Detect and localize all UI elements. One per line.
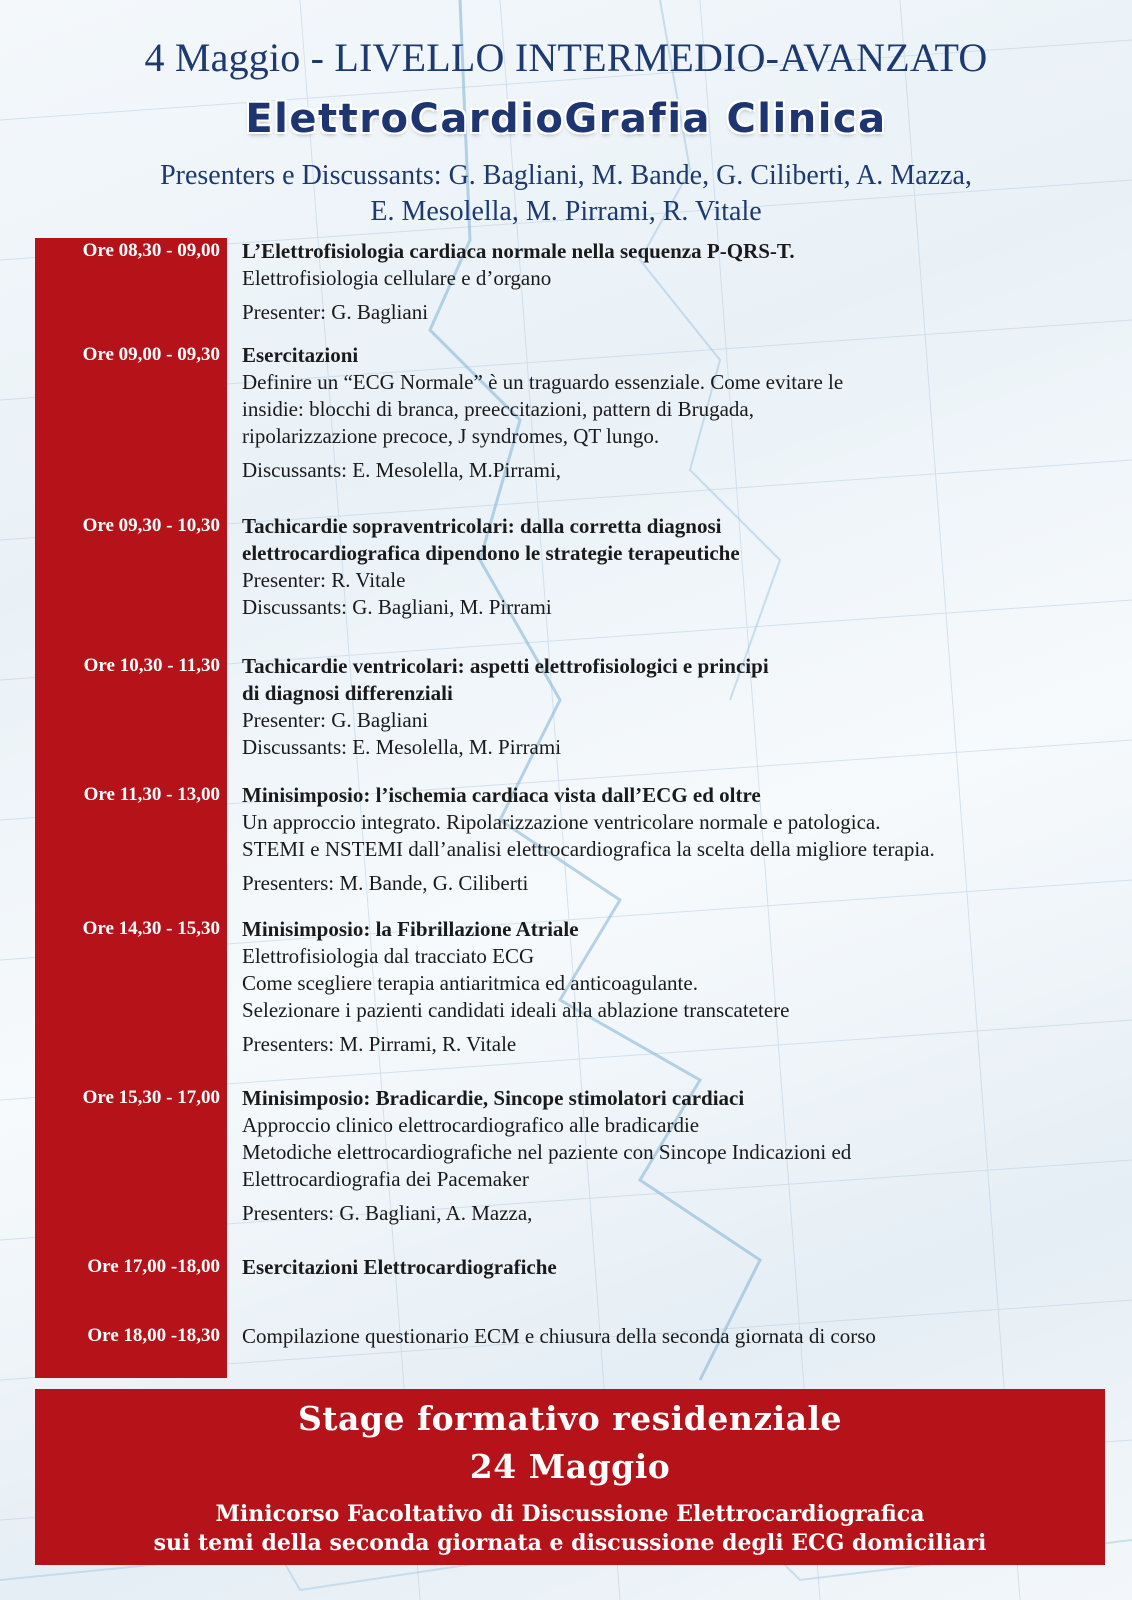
session-speakers: Discussants: E. Mesolella, M. Pirrami <box>242 735 562 759</box>
session-content <box>242 916 1122 1058</box>
session-description: Approccio clinico elettrocardiografico alle bradicardie <box>242 1113 700 1137</box>
session-speakers: Presenters: G. Bagliani, A. Mazza, <box>242 1201 533 1225</box>
session-description: STEMI e NSTEMI dall’analisi elettrocardiografica la scelta della migliore terapia. <box>242 837 935 861</box>
presenters-line: E. Mesolella, M. Pirrami, R. Vitale <box>370 196 762 227</box>
session-content <box>242 653 1122 761</box>
session-title: Minisimposio: l’ischemia cardiaca vista dall’ECG ed oltre <box>242 783 761 807</box>
session-description: Elettrocardiografia dei Pacemaker <box>242 1167 529 1191</box>
session-speakers: Presenter: R. Vitale <box>242 568 406 592</box>
session-description: Elettrofisiologia cellulare e d’organo <box>242 266 552 290</box>
session-content <box>242 1085 1122 1227</box>
session-title: Esercitazioni <box>242 343 359 367</box>
session-description: insidie: blocchi di branca, preeccitazioni, pattern di Brugada, <box>242 397 754 421</box>
session-speakers: Discussants: E. Mesolella, M.Pirrami, <box>242 458 562 482</box>
date-level-heading: 4 Maggio - LIVELLO INTERMEDIO-AVANZATO <box>144 35 988 80</box>
session-title: Minisimposio: la Fibrillazione Atriale <box>242 917 579 941</box>
session-time: Ore 09,30 - 10,30 <box>82 515 220 536</box>
session-time: Ore 14,30 - 15,30 <box>82 918 220 939</box>
session-description: Compilazione questionario ECM e chiusura della seconda giornata di corso <box>242 1324 876 1348</box>
session-speakers: Discussants: G. Bagliani, M. Pirrami <box>242 595 552 619</box>
session-description: Definire un “ECG Normale” è un traguardo essenziale. Come evitare le <box>242 370 844 394</box>
session-title: elettrocardiografica dipendono le strategie terapeutiche <box>242 541 740 565</box>
session-time: Ore 18,00 -18,30 <box>87 1325 220 1346</box>
session-content <box>242 782 1122 897</box>
session-speakers: Presenters: M. Bande, G. Ciliberti <box>242 871 529 895</box>
session-title: di diagnosi differenziali <box>242 681 453 705</box>
session-title: Esercitazioni Elettrocardiografiche <box>242 1255 557 1279</box>
session-content <box>242 1254 1122 1281</box>
session-title: Tachicardie ventricolari: aspetti elettrofisiologici e principi <box>242 654 769 678</box>
session-speakers: Presenter: G. Bagliani <box>242 300 429 324</box>
session-title: Tachicardie sopraventricolari: dalla corretta diagnosi <box>242 514 722 538</box>
session-content <box>242 342 1122 484</box>
session-description: Metodiche elettrocardiografiche nel paziente con Sincope Indicazioni ed <box>242 1140 852 1164</box>
course-title: ElettroCardioGrafia Clinica <box>245 96 887 142</box>
session-title: L’Elettrofisiologia cardiaca normale nella sequenza P-QRS-T. <box>242 239 795 263</box>
presenters-line: Presenters e Discussants: G. Bagliani, M. Bande, G. Ciliberti, A. Mazza, <box>160 160 972 191</box>
session-speakers: Presenters: M. Pirrami, R. Vitale <box>242 1032 517 1056</box>
session-time: Ore 09,00 - 09,30 <box>82 344 220 365</box>
session-title: Minisimposio: Bradicardie, Sincope stimolatori cardiaci <box>242 1086 745 1110</box>
session-description: ripolarizzazione precoce, J syndromes, QT lungo. <box>242 424 660 448</box>
footer-stage-title: Stage formativo residenziale <box>297 1399 843 1438</box>
session-content <box>242 513 1122 621</box>
session-content <box>242 1323 1122 1350</box>
session-speakers: Presenter: G. Bagliani <box>242 708 429 732</box>
session-time: Ore 15,30 - 17,00 <box>82 1087 220 1108</box>
session-description: Elettrofisiologia dal tracciato ECG <box>242 944 535 968</box>
footer-description: sui temi della seconda giornata e discussione degli ECG domiciliari <box>153 1530 987 1556</box>
session-description: Selezionare i pazienti candidati ideali alla ablazione transcatetere <box>242 998 790 1022</box>
footer-date: 24 Maggio <box>469 1447 671 1486</box>
session-time: Ore 11,30 - 13,00 <box>83 784 220 805</box>
session-time: Ore 10,30 - 11,30 <box>83 655 220 676</box>
session-description: Come scegliere terapia antiaritmica ed anticoagulante. <box>242 971 698 995</box>
session-content <box>242 238 1122 326</box>
session-time: Ore 08,30 - 09,00 <box>82 240 220 261</box>
footer-description: Minicorso Facoltativo di Discussione Elettrocardiografica <box>215 1501 925 1527</box>
footer-banner <box>35 1389 1105 1565</box>
session-description: Un approccio integrato. Ripolarizzazione ventricolare normale e patologica. <box>242 810 881 834</box>
session-time: Ore 17,00 -18,00 <box>87 1256 220 1277</box>
